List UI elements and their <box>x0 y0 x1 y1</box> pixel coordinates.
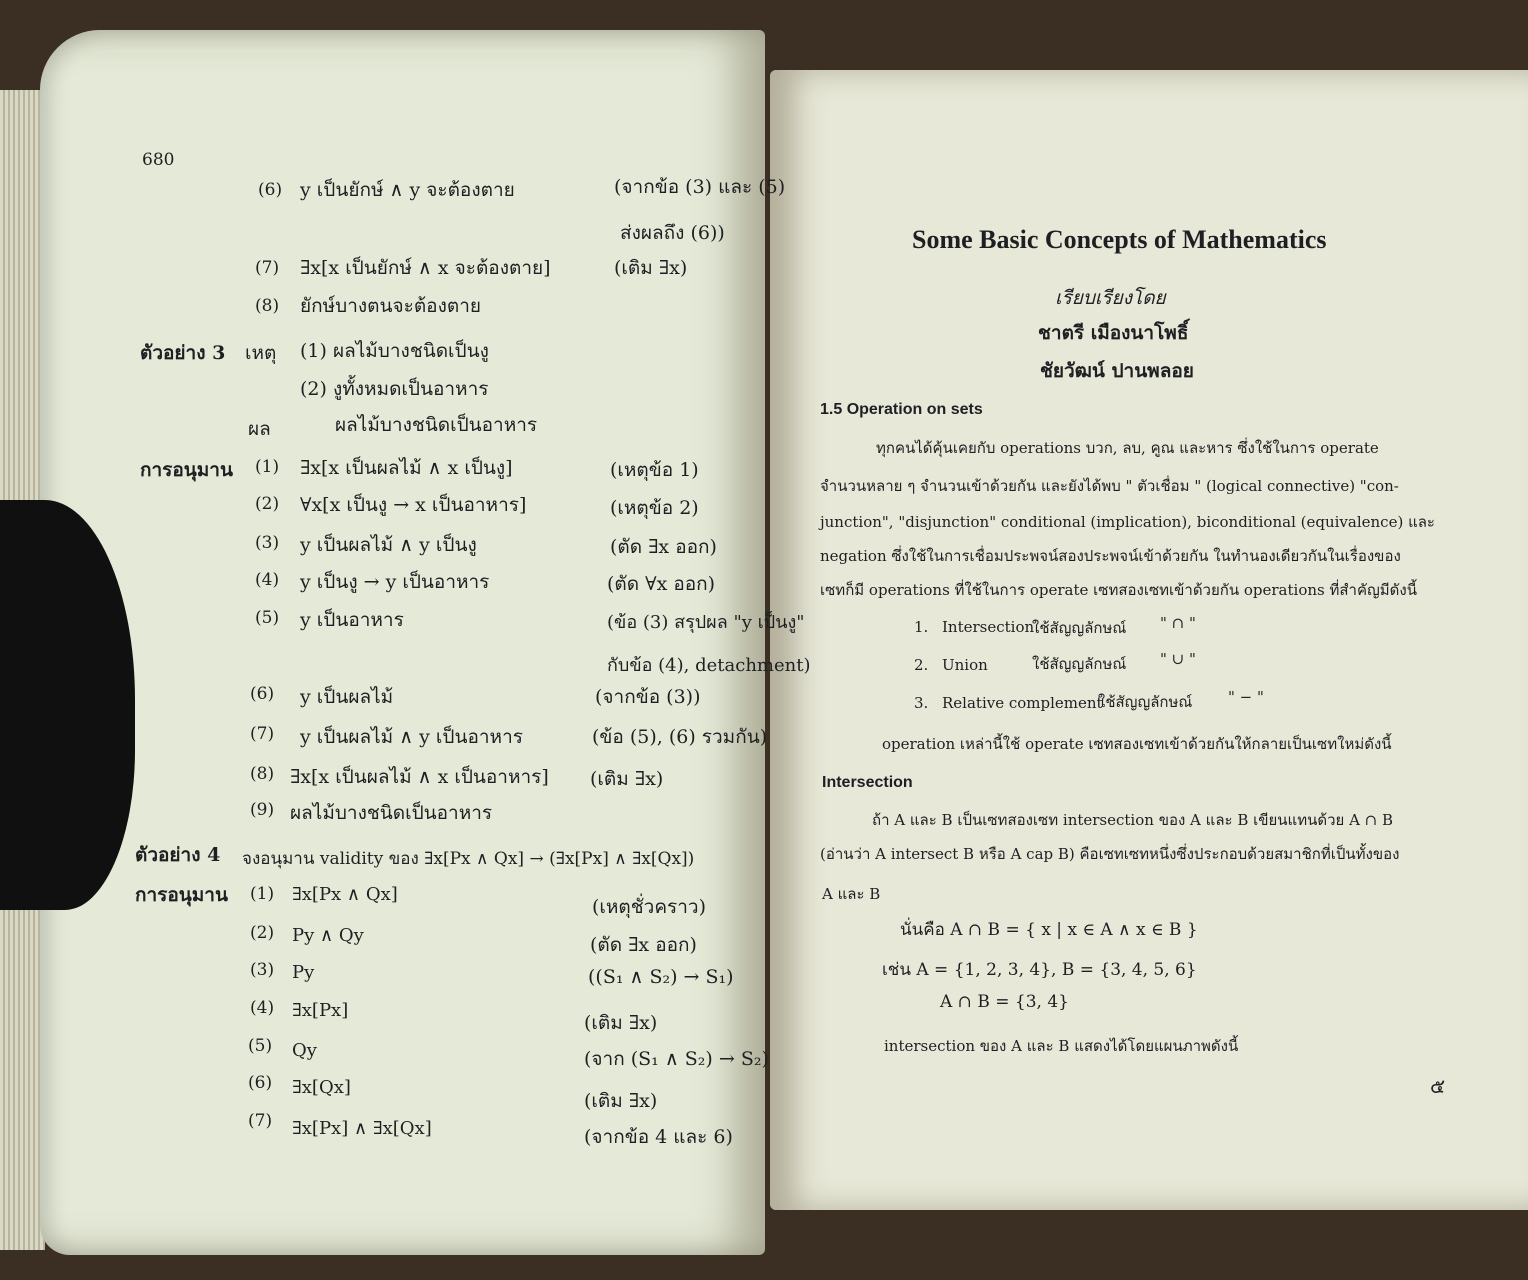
para-4: intersection ของ A และ B แสดงได้โดยแผนภาพดังนี้ <box>884 1037 1239 1055</box>
ex3-step-n: (8) <box>250 764 275 784</box>
formula-example: เช่น A = {1, 2, 3, 4}, B = {3, 4, 5, 6} <box>882 960 1197 980</box>
ex4-step-expr: ∃x[Px] <box>292 1000 349 1021</box>
para-3-line: ถ้า A และ B เป็นเซทสองเซท intersection ของ A และ B เขียนแทนด้วย A ∩ B <box>872 811 1394 829</box>
ex2-expr: ∃x[x เป็นยักษ์ ∧ x จะต้องตาย] <box>300 257 551 279</box>
ex4-step-expr: Py ∧ Qy <box>292 925 364 946</box>
ex3-step-expr: y เป็นงู → y เป็นอาหาร <box>300 571 490 593</box>
ex3-step-n: (5) <box>255 608 280 628</box>
ex4-step-n: (2) <box>250 923 275 943</box>
list-item-n: 1. <box>914 618 929 636</box>
para-3-line: (อ่านว่า A intersect B หรือ A cap B) คือเซทเซทหนึ่งซึ่งประกอบด้วยสมาชิกที่เป็นทั้งของ <box>820 845 1400 863</box>
list-item-sym: " ∪ " <box>1160 650 1196 668</box>
ex3-step-n: (9) <box>250 800 275 820</box>
example-4-task: จงอนุมาน validity ของ ∃x[Px ∧ Qx] → (∃x[Px] ∧ ∃x[Qx]) <box>242 849 695 869</box>
ex2-reason: (จากข้อ (3) และ (5) <box>614 176 786 198</box>
ex2-reason: ส่งผลถึง (6)) <box>620 222 725 244</box>
list-item-sym: " ∩ " <box>1160 614 1196 632</box>
intersection-heading: Intersection <box>822 774 913 791</box>
section-heading: 1.5 Operation on sets <box>820 401 983 418</box>
ex4-step-expr: Py <box>292 962 315 983</box>
ex3-step-expr: ∃x[x เป็นผลไม้ ∧ x เป็นงู] <box>300 457 513 479</box>
ex3-step-n: (2) <box>255 494 280 514</box>
ex3-step-reason: กับข้อ (4), detachment) <box>607 655 811 676</box>
ex4-step-n: (3) <box>250 960 275 980</box>
ex4-step-reason: (จาก (S₁ ∧ S₂) → S₂) <box>584 1048 769 1070</box>
conclusion: ผลไม้บางชนิดเป็นอาหาร <box>335 414 538 436</box>
ex4-step-expr: ∃x[Qx] <box>292 1077 351 1098</box>
ex4-step-n: (5) <box>248 1036 273 1056</box>
ex3-step-reason: (ตัด ∃x ออก) <box>610 536 717 558</box>
list-item-desc: ใช้สัญญลักษณ์ <box>1032 655 1127 673</box>
ex3-step-reason: (เหตุข้อ 2) <box>610 497 699 519</box>
para-1-line: เซทก็มี operations ที่ใช้ในการ operate เซทสองเซทเข้าด้วยกัน operations ที่สำคัญมีดังนี้ <box>820 581 1417 599</box>
compiled-by: เรียบเรียงโดย <box>1055 287 1166 309</box>
ex4-step-n: (7) <box>248 1111 273 1131</box>
ex4-step-expr: ∃x[Px ∧ Qx] <box>292 884 398 905</box>
ex3-step-expr: ∃x[x เป็นผลไม้ ∧ x เป็นอาหาร] <box>290 766 549 788</box>
ex4-step-n: (6) <box>248 1073 273 1093</box>
ex3-step-n: (1) <box>255 457 280 477</box>
ex2-n: (7) <box>255 258 280 278</box>
ex4-step-reason: ((S₁ ∧ S₂) → S₁) <box>588 966 734 988</box>
author-1: ชาตรี เมืองนาโพธิ์ <box>1038 322 1189 344</box>
ex3-step-n: (7) <box>250 724 275 744</box>
ex3-step-expr: y เป็นอาหาร <box>300 609 404 631</box>
ex4-step-reason: (เติม ∃x) <box>584 1090 658 1112</box>
ex4-step-reason: (ตัด ∃x ออก) <box>590 934 697 956</box>
premise-1: (1) ผลไม้บางชนิดเป็นงู <box>300 340 489 362</box>
ex4-step-n: (1) <box>250 884 275 904</box>
conclusion-label: ผล <box>248 418 271 440</box>
inference-label: การอนุมาน <box>135 884 228 906</box>
ex3-step-reason: (ข้อ (5), (6) รวมกัน) <box>592 726 768 748</box>
ex4-step-expr: ∃x[Px] ∧ ∃x[Qx] <box>292 1118 432 1139</box>
right-page-number: ๕ <box>1430 1074 1446 1098</box>
para-2: operation เหล่านี้ใช้ operate เซทสองเซทเข้าด้วยกันให้กลายเป็นเซทใหม่ดังนี้ <box>882 735 1392 753</box>
list-item-name: Union <box>942 656 988 674</box>
premise-2: (2) งูทั้งหมดเป็นอาหาร <box>300 378 489 400</box>
ex3-step-reason: (เติม ∃x) <box>590 768 664 790</box>
ex3-step-expr: ผลไม้บางชนิดเป็นอาหาร <box>290 802 493 824</box>
list-item-desc: ใช้สัญญลักษณ์ <box>1098 693 1193 711</box>
ex3-step-expr: y เป็นผลไม้ ∧ y เป็นอาหาร <box>300 726 523 748</box>
list-item-n: 3. <box>914 694 929 712</box>
ex2-expr: ยักษ์บางตนจะต้องตาย <box>300 295 482 317</box>
para-1-line: จำนวนหลาย ๆ จำนวนเข้าด้วยกัน และยังได้พบ " ตัวเชื่อม " (logical connective) "con- <box>820 477 1399 495</box>
article-title: Some Basic Concepts of Mathematics <box>912 225 1327 254</box>
premise-label: เหตุ <box>245 342 277 364</box>
ex3-step-reason: (ตัด ∀x ออก) <box>607 573 716 595</box>
ex3-step-reason: (เหตุข้อ 1) <box>610 459 699 481</box>
para-1-line: negation ซึ่งใช้ในการเชื่อมประพจน์สองประพจน์เข้าด้วยกัน ในทำนองเดียวกันในเรื่องของ <box>820 547 1401 565</box>
example-4-label: ตัวอย่าง 4 <box>135 844 221 866</box>
ex3-step-expr: y เป็นผลไม้ <box>300 686 394 708</box>
ex4-step-reason: (เติม ∃x) <box>584 1012 658 1034</box>
ex3-step-n: (6) <box>250 684 275 704</box>
list-item-desc: ใช้สัญญลักษณ์ <box>1032 619 1127 637</box>
ex4-step-n: (4) <box>250 998 275 1018</box>
ex3-step-expr: y เป็นผลไม้ ∧ y เป็นงู <box>300 534 477 556</box>
example-3-label: ตัวอย่าง 3 <box>140 342 226 364</box>
ex2-n: (6) <box>258 180 283 200</box>
ex3-step-reason: (จากข้อ (3)) <box>595 686 701 708</box>
list-item-n: 2. <box>914 656 929 674</box>
ex3-step-reason: (ข้อ (3) สรุปผล "y เป็นงู" <box>607 612 805 633</box>
ex4-step-reason: (เหตุชั่วคราว) <box>592 896 706 918</box>
formula-definition: นั่นคือ A ∩ B = { x | x ∈ A ∧ x ∈ B } <box>900 920 1198 940</box>
formula-result: A ∩ B = {3, 4} <box>940 992 1069 1012</box>
author-2: ชัยวัฒน์ ปานพลอย <box>1040 360 1194 382</box>
ex2-expr: y เป็นยักษ์ ∧ y จะต้องตาย <box>300 179 515 201</box>
ex3-step-expr: ∀x[x เป็นงู → x เป็นอาหาร] <box>300 494 527 516</box>
ex2-n: (8) <box>255 296 280 316</box>
ex4-step-expr: Qy <box>292 1040 317 1061</box>
ex3-step-n: (4) <box>255 570 280 590</box>
ex4-step-reason: (จากข้อ 4 และ 6) <box>584 1126 733 1148</box>
ex3-step-n: (3) <box>255 533 280 553</box>
para-1-line: junction", "disjunction" conditional (implication), biconditional (equivalence) และ <box>820 513 1435 531</box>
para-3-line: A และ B <box>822 885 881 903</box>
para-1-line: ทุกคนได้คุ้นเคยกับ operations บวก, ลบ, คูณ และหาร ซึ่งใช้ในการ operate <box>876 439 1379 457</box>
left-page-number: 680 <box>142 150 175 170</box>
list-item-name: Intersection <box>942 618 1035 636</box>
inference-label: การอนุมาน <box>140 459 233 481</box>
list-item-sym: " − " <box>1228 688 1264 706</box>
list-item-name: Relative complement <box>942 694 1103 712</box>
ex2-reason: (เติม ∃x) <box>614 257 688 279</box>
